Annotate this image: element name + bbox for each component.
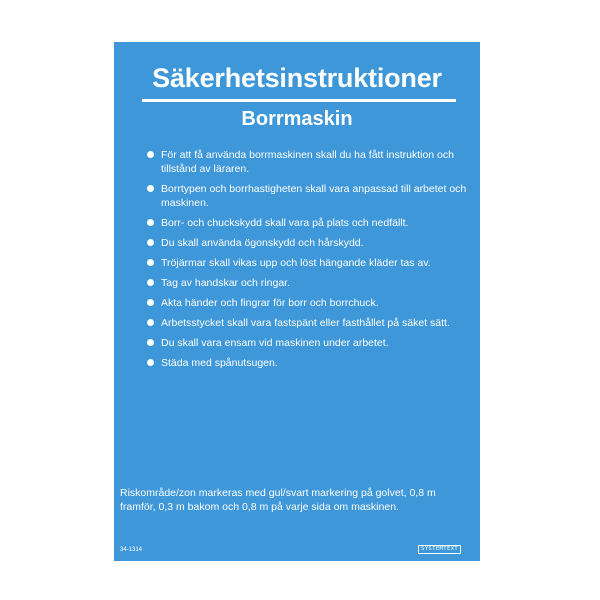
list-item	[147, 296, 469, 310]
product-code: 34-1314	[120, 547, 143, 553]
bullet-icon	[147, 299, 154, 306]
title-divider	[142, 99, 456, 102]
list-item	[147, 148, 469, 176]
list-item	[147, 182, 469, 210]
bullet-icon	[147, 339, 154, 346]
brand-logo: SYSTEMTEXT	[418, 545, 461, 554]
bullet-icon	[147, 359, 154, 366]
bullet-icon	[147, 279, 154, 286]
rule-text: För att få använda borrmaskinen skall du ha fått instruktion och tillstånd av läraren.	[161, 149, 454, 175]
rule-text: Arbetsstycket skall vara fastspänt eller fasthållet på säket sätt.	[161, 317, 450, 329]
rule-text: Du skall vara ensam vid maskinen under arbetet.	[161, 337, 389, 349]
list-item	[147, 336, 469, 350]
rule-text: Borr- och chuckskydd skall vara på plats och nedfällt.	[161, 217, 409, 229]
bullet-icon	[147, 219, 154, 226]
list-item	[147, 236, 469, 250]
rules-list	[147, 148, 469, 376]
list-item	[147, 276, 469, 290]
list-item	[147, 356, 469, 370]
sign-title: Säkerhetsinstruktioner	[152, 63, 442, 93]
rule-text: Akta händer och fingrar för borr och borrchuck.	[161, 297, 379, 309]
list-item	[147, 256, 469, 270]
rule-text: Tag av handskar och ringar.	[161, 277, 290, 289]
bullet-icon	[147, 259, 154, 266]
safety-sign	[114, 42, 480, 561]
rule-text: Tröjärmar skall vikas upp och löst hängande kläder tas av.	[161, 257, 431, 269]
list-item	[147, 316, 469, 330]
rule-text: Borrtypen och borrhastigheten skall vara anpassad till arbetet och maskinen.	[161, 183, 467, 209]
rule-text: Städa med spånutsugen.	[161, 357, 278, 369]
list-item	[147, 216, 469, 230]
bullet-icon	[147, 185, 154, 192]
sign-subtitle: Borrmaskin	[241, 108, 353, 130]
bullet-icon	[147, 319, 154, 326]
risk-zone-note: Riskområde/zon markeras med gul/svart markering på golvet, 0,8 m framför, 0,3 m bakom och 0,8 m på varje sida om maskinen.	[120, 487, 436, 513]
bullet-icon	[147, 239, 154, 246]
bullet-icon	[147, 151, 154, 158]
rule-text: Du skall använda ögonskydd och hårskydd.	[161, 237, 364, 249]
